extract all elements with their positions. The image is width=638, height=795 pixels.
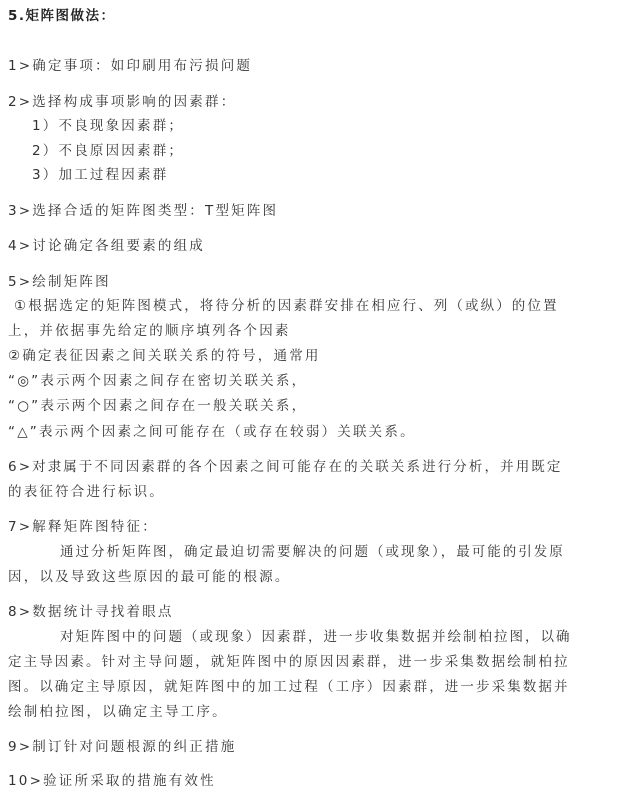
step-1: 1>确定事项：如印刷用布污损问题 [8,58,253,74]
step-7-para-cont: 因，以及导致这些原因的最可能的根源。 [8,569,291,585]
step-5-symbol-triangle: “△”表示两个因素之间可能存在（或存在较弱）关联关系。 [8,424,416,440]
step-5-para-2: ②确定表征因素之间关联关系的符号，通常用 [8,348,321,364]
step-3: 3>选择合适的矩阵图类型：T型矩阵图 [8,203,279,219]
step-5-para-1: ①根据选定的矩阵图模式，将待分析的因素群安排在相应行、列（或纵）的位置 [14,298,559,314]
section-title: 5.矩阵图做法： [8,8,116,24]
step-2-item-2: 2）不良原因因素群； [32,143,185,159]
step-8: 8>数据统计寻找着眼点 [8,604,174,620]
step-5: 5>绘制矩阵图 [8,274,111,290]
step-8-para-cont-3: 绘制柏拉图，以确定主导工序。 [8,704,228,720]
step-6: 6>对隶属于不同因素群的各个因素之间可能存在的关联关系进行分析，并用既定 [8,459,563,475]
step-6-cont: 的表征符合进行标识。 [8,484,165,500]
step-5-para-1-cont: 上，并依据事先给定的顺序填列各个因素 [8,323,291,339]
step-9: 9>制订针对问题根源的纠正措施 [8,739,237,755]
step-7-para: 通过分析矩阵图，确定最迫切需要解决的问题（或现象），最可能的引发原 [60,544,565,560]
step-8-para-cont-1: 定主导因素。针对主导问题，就矩阵图中的原因因素群，进一步采集数据绘制柏拉 [8,654,570,670]
step-2-item-1: 1）不良现象因素群； [32,118,185,134]
step-5-symbol-double-circle: “◎”表示两个因素之间存在密切关联关系， [8,373,308,389]
step-2: 2>选择构成事项影响的因素群： [8,94,237,110]
step-8-para: 对矩阵图中的问题（或现象）因素群，进一步收集数据并绘制柏拉图，以确 [60,629,572,645]
step-10: 10>验证所采取的措施有效性 [8,773,216,789]
step-8-para-cont-2: 图。以确定主导原因，就矩阵图中的加工过程（工序）因素群，进一步采集数据并 [8,679,570,695]
step-7: 7>解释矩阵图特征： [8,519,158,535]
step-5-symbol-circle: “○”表示两个因素之间存在一般关联关系， [8,398,308,414]
step-4: 4>讨论确定各组要素的组成 [8,238,206,254]
step-2-item-3: 3）加工过程因素群 [32,167,169,183]
